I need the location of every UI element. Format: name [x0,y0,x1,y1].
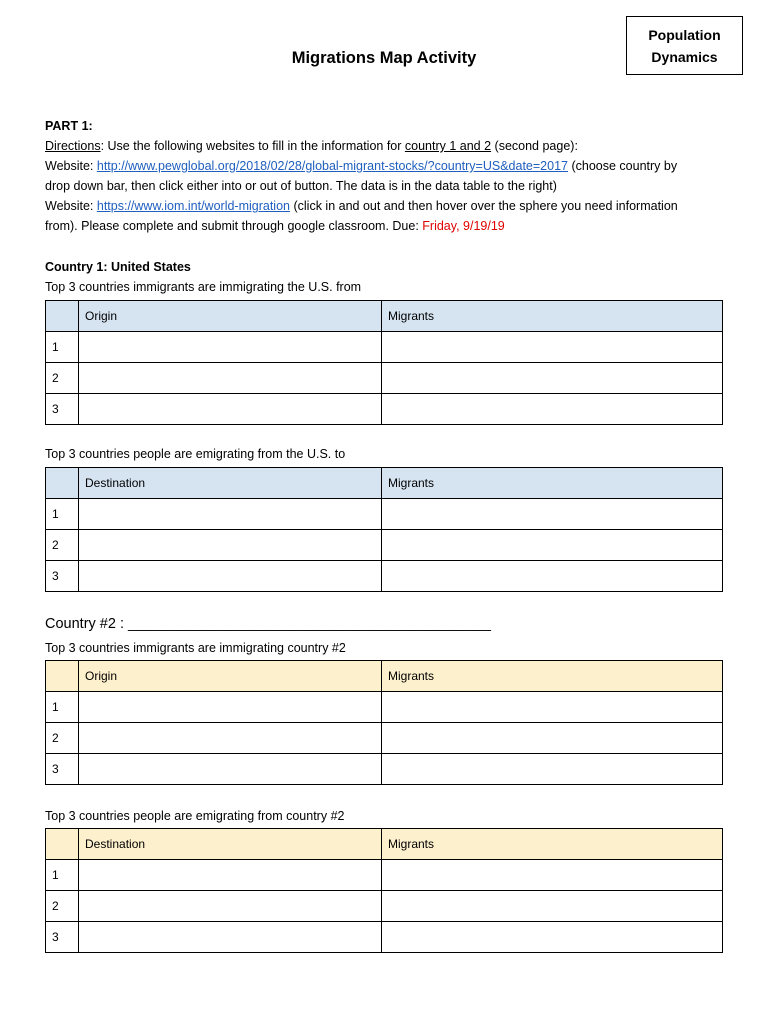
migrants-cell[interactable] [382,692,723,723]
country1-immigration-table [45,300,723,425]
row-number: 3 [46,922,79,953]
header-num-cell [46,829,79,860]
migrants-cell[interactable] [382,394,723,425]
table-row [46,499,723,530]
website-note-2b: from). Please complete and submit through google classroom. Due: [45,219,423,233]
table-row [46,723,723,754]
row-number: 3 [46,561,79,592]
website-label-2: Website: [45,199,97,213]
destination-cell[interactable] [79,922,382,953]
origin-cell[interactable] [79,723,382,754]
country1-label: Country 1: United States [45,260,191,274]
country2-emigration-table [45,828,723,953]
migrants-cell[interactable] [382,754,723,785]
table-header-row [46,468,723,499]
migrants-cell[interactable] [382,860,723,891]
directions-text-post: (second page): [491,139,578,153]
origin-cell[interactable] [79,754,382,785]
destination-cell[interactable] [79,561,382,592]
topic-line-1: Population [648,26,721,43]
destination-cell[interactable] [79,530,382,561]
header-destination: Destination [79,829,382,860]
country2-immigration-table [45,660,723,785]
migrants-cell[interactable] [382,363,723,394]
table-header-row [46,829,723,860]
country2-label: Country #2 : _____________________________________________ [45,616,491,632]
country2-table2-caption: Top 3 countries people are emigrating from country #2 [45,809,345,823]
row-number: 2 [46,530,79,561]
directions-text-pre: : Use the following websites to fill in the information for [100,139,405,153]
header-origin: Origin [79,661,382,692]
directions-line [45,136,578,156]
migrants-cell[interactable] [382,561,723,592]
table-row [46,860,723,891]
row-number: 1 [46,860,79,891]
row-number: 1 [46,332,79,363]
directions-countries: country 1 and 2 [404,139,492,153]
table-row [46,530,723,561]
table-row [46,561,723,592]
part1-heading: PART 1: [45,119,93,133]
origin-cell[interactable] [79,394,382,425]
row-number: 3 [46,394,79,425]
header-origin: Origin [79,301,382,332]
website-note-1b: drop down bar, then click either into or out of button. The data is in the data table to the right) [45,179,557,193]
row-number: 3 [46,754,79,785]
table-row [46,922,723,953]
migrants-cell[interactable] [382,332,723,363]
origin-cell[interactable] [79,692,382,723]
header-migrants: Migrants [382,661,723,692]
table-row [46,394,723,425]
directions-label: Directions [45,139,101,153]
due-date: Friday, 9/19/19 [422,219,505,233]
iom-link[interactable]: https://www.iom.int/world-migration [96,199,290,213]
country1-table2-caption: Top 3 countries people are emigrating from the U.S. to [45,447,346,461]
website-line-1 [45,156,677,176]
row-number: 2 [46,363,79,394]
row-number: 1 [46,692,79,723]
header-num-cell [46,661,79,692]
row-number: 2 [46,891,79,922]
migrants-cell[interactable] [382,530,723,561]
destination-cell[interactable] [79,860,382,891]
table-row [46,332,723,363]
table-row [46,754,723,785]
country1-table1-caption: Top 3 countries immigrants are immigrating the U.S. from [45,280,362,294]
migrants-cell[interactable] [382,499,723,530]
header-migrants: Migrants [382,301,723,332]
origin-cell[interactable] [79,363,382,394]
website-line-2 [45,196,678,216]
table-row [46,363,723,394]
country2-table1-caption: Top 3 countries immigrants are immigrating country #2 [45,641,346,655]
topic-line-2: Dynamics [651,48,718,65]
website-label-1: Website: [45,159,97,173]
migrants-cell[interactable] [382,723,723,754]
table-row [46,692,723,723]
row-number: 1 [46,499,79,530]
table-row [46,891,723,922]
row-number: 2 [46,723,79,754]
destination-cell[interactable] [79,499,382,530]
destination-cell[interactable] [79,891,382,922]
table-header-row [46,301,723,332]
pew-link[interactable]: http://www.pewglobal.org/2018/02/28/global-migrant-stocks/?country=US&date=2017 [96,159,568,173]
migrants-cell[interactable] [382,922,723,953]
website-note-2-line [45,216,505,236]
origin-cell[interactable] [79,332,382,363]
country1-emigration-table [45,467,723,592]
header-destination: Destination [79,468,382,499]
migrants-cell[interactable] [382,891,723,922]
header-migrants: Migrants [382,468,723,499]
page-title: Migrations Map Activity [291,49,477,67]
website-note-2a: (click in and out and then hover over the sphere you need information [290,199,678,213]
website-note-1a: (choose country by [568,159,678,173]
header-num-cell [46,468,79,499]
table-header-row [46,661,723,692]
header-num-cell [46,301,79,332]
header-migrants: Migrants [382,829,723,860]
